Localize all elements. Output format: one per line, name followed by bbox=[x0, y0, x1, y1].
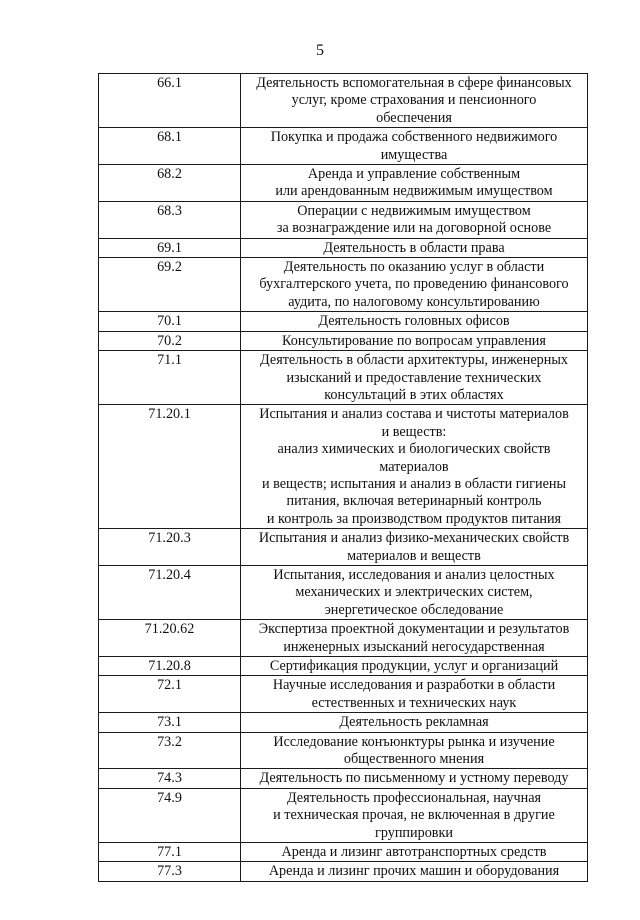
activity-code-cell: 71.20.62 bbox=[99, 620, 241, 657]
activity-code-cell: 73.1 bbox=[99, 713, 241, 732]
table-body bbox=[99, 74, 588, 882]
table-row bbox=[99, 74, 588, 128]
activity-code-cell: 69.2 bbox=[99, 258, 241, 312]
activity-description-cell: Операции с недвижимым имуществом за вознаграждение или на договорной основе bbox=[241, 201, 588, 238]
activity-description-cell: Аренда и лизинг прочих машин и оборудования bbox=[241, 862, 588, 881]
activity-description-cell: Исследование конъюнктуры рынка и изучение общественного мнения bbox=[241, 732, 588, 769]
activity-code-cell: 73.2 bbox=[99, 732, 241, 769]
activity-description-cell: Испытания и анализ физико-механических свойств материалов и веществ bbox=[241, 529, 588, 566]
table-row bbox=[99, 657, 588, 676]
table-row bbox=[99, 128, 588, 165]
activity-code-cell: 71.20.3 bbox=[99, 529, 241, 566]
activity-description-cell: Аренда и лизинг автотранспортных средств bbox=[241, 843, 588, 862]
activity-code-cell: 77.3 bbox=[99, 862, 241, 881]
activity-code-cell: 68.3 bbox=[99, 201, 241, 238]
table-row bbox=[99, 238, 588, 257]
activity-code-cell: 72.1 bbox=[99, 676, 241, 713]
table-row bbox=[99, 529, 588, 566]
activity-code-cell: 71.20.1 bbox=[99, 405, 241, 529]
activity-description-cell: Испытания, исследования и анализ целостных механических и электрических систем, энергетическое обследование bbox=[241, 565, 588, 619]
activity-description-cell: Экспертиза проектной документации и результатов инженерных изысканий негосударственная bbox=[241, 620, 588, 657]
activity-description-cell: Сертификация продукции, услуг и организаций bbox=[241, 657, 588, 676]
activity-code-cell: 71.1 bbox=[99, 351, 241, 405]
table-row bbox=[99, 788, 588, 842]
table-row bbox=[99, 565, 588, 619]
activity-code-cell: 68.2 bbox=[99, 165, 241, 202]
activity-code-cell: 68.1 bbox=[99, 128, 241, 165]
activity-description-cell: Испытания и анализ состава и чистоты материалов и веществ: анализ химических и биологических свойств материалов и веществ; испытания и анализ в области гигиены питания, включая ветеринарный контроль и контроль за производством продуктов питания bbox=[241, 405, 588, 529]
table-row bbox=[99, 769, 588, 788]
activity-description-cell: Деятельность вспомогательная в сфере финансовых услуг, кроме страхования и пенсионного обеспечения bbox=[241, 74, 588, 128]
table-row bbox=[99, 843, 588, 862]
activity-description-cell: Деятельность рекламная bbox=[241, 713, 588, 732]
table-row bbox=[99, 351, 588, 405]
activity-description-cell: Консультирование по вопросам управления bbox=[241, 331, 588, 350]
activity-description-cell: Деятельность по письменному и устному переводу bbox=[241, 769, 588, 788]
activity-description-cell: Деятельность профессиональная, научная и техническая прочая, не включенная в другие группировки bbox=[241, 788, 588, 842]
table-row bbox=[99, 258, 588, 312]
activity-description-cell: Покупка и продажа собственного недвижимого имущества bbox=[241, 128, 588, 165]
activity-description-cell: Деятельность головных офисов bbox=[241, 312, 588, 331]
activity-code-cell: 66.1 bbox=[99, 74, 241, 128]
activity-code-cell: 74.9 bbox=[99, 788, 241, 842]
activity-code-cell: 69.1 bbox=[99, 238, 241, 257]
activity-code-cell: 70.2 bbox=[99, 331, 241, 350]
table-row bbox=[99, 165, 588, 202]
activity-description-cell: Деятельность по оказанию услуг в области бухгалтерского учета, по проведению финансового аудита, по налоговому консультированию bbox=[241, 258, 588, 312]
activity-description-cell: Научные исследования и разработки в области естественных и технических наук bbox=[241, 676, 588, 713]
activity-description-cell: Деятельность в области права bbox=[241, 238, 588, 257]
table-row bbox=[99, 312, 588, 331]
activity-code-cell: 77.1 bbox=[99, 843, 241, 862]
activity-codes-table bbox=[98, 73, 588, 882]
table-row bbox=[99, 862, 588, 881]
table-row bbox=[99, 405, 588, 529]
table-row bbox=[99, 620, 588, 657]
activity-code-cell: 71.20.4 bbox=[99, 565, 241, 619]
page-number: 5 bbox=[316, 42, 324, 59]
table-row bbox=[99, 201, 588, 238]
activity-description-cell: Аренда и управление собственным или арендованным недвижимым имуществом bbox=[241, 165, 588, 202]
table-row bbox=[99, 713, 588, 732]
activity-description-cell: Деятельность в области архитектуры, инженерных изысканий и предоставление технических консультаций в этих областях bbox=[241, 351, 588, 405]
table-row bbox=[99, 732, 588, 769]
table-row bbox=[99, 676, 588, 713]
activity-code-cell: 71.20.8 bbox=[99, 657, 241, 676]
table-row bbox=[99, 331, 588, 350]
activity-code-cell: 70.1 bbox=[99, 312, 241, 331]
activity-code-cell: 74.3 bbox=[99, 769, 241, 788]
